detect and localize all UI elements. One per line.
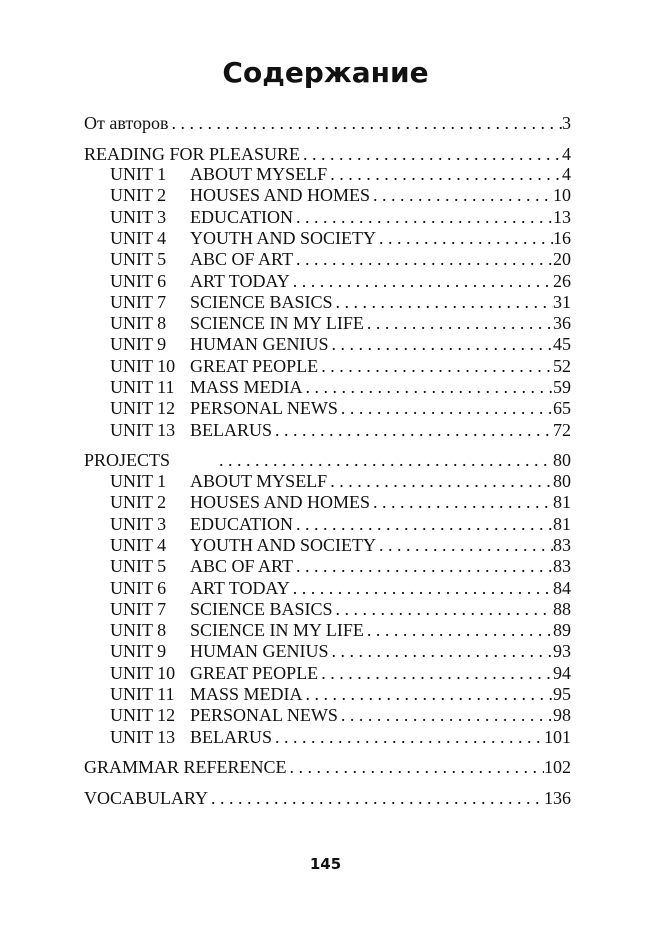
- unit-title: ABOUT MYSELF: [190, 471, 328, 491]
- unit-page: 4: [562, 164, 571, 184]
- unit-number: UNIT 12: [110, 398, 176, 419]
- dot-leader: [329, 641, 554, 662]
- toc-unit-entry[interactable]: [84, 578, 571, 599]
- dot-leader: [293, 514, 553, 535]
- toc-unit-entry[interactable]: [84, 249, 571, 270]
- unit-page: 88: [553, 598, 571, 619]
- unit-page: 89: [553, 620, 571, 641]
- dot-leader: [290, 578, 553, 599]
- unit-page: 80: [553, 471, 571, 491]
- toc-unit-entry[interactable]: [84, 514, 571, 535]
- unit-title: EDUCATION: [190, 513, 293, 534]
- dot-leader: [293, 249, 553, 270]
- unit-page: 94: [553, 662, 571, 683]
- unit-title: HOUSES AND HOMES: [190, 492, 371, 513]
- unit-page: 81: [553, 492, 571, 513]
- toc-unit-entry[interactable]: [84, 641, 571, 662]
- toc-unit-entry[interactable]: [84, 271, 571, 292]
- unit-title: HOUSES AND HOMES: [190, 185, 371, 206]
- unit-number: UNIT 1: [110, 164, 167, 184]
- unit-number: UNIT 9: [110, 641, 167, 662]
- toc-unit-entry[interactable]: [84, 420, 571, 441]
- toc-entry-page: 136: [544, 788, 571, 808]
- unit-title: SCIENCE IN MY LIFE: [190, 620, 364, 641]
- unit-number: UNIT 8: [110, 620, 167, 641]
- unit-title: PERSONAL NEWS: [190, 398, 338, 419]
- toc-entry-page: 102: [544, 757, 571, 777]
- dot-leader: [329, 334, 554, 355]
- toc-unit-entry[interactable]: [84, 398, 571, 419]
- unit-title: MASS MEDIA: [190, 377, 303, 397]
- unit-title: GREAT PEOPLE: [190, 662, 319, 683]
- toc-unit-entry[interactable]: [84, 663, 571, 684]
- dot-leader: [376, 535, 553, 556]
- toc-entry-page: 4: [562, 144, 571, 164]
- unit-page: 26: [553, 270, 571, 291]
- page-number: 145: [309, 855, 342, 873]
- toc-unit-entry[interactable]: [84, 684, 571, 705]
- toc-entry-vocabulary[interactable]: [84, 788, 571, 809]
- unit-number: UNIT 12: [110, 705, 176, 726]
- toc-unit-entry[interactable]: [84, 492, 571, 513]
- dot-leader: [208, 788, 544, 809]
- unit-title: HUMAN GENIUS: [190, 334, 329, 355]
- dot-leader: [338, 705, 553, 726]
- unit-title: ART TODAY: [190, 270, 290, 291]
- dot-leader: [364, 313, 553, 334]
- toc-unit-entry[interactable]: [84, 313, 571, 334]
- unit-number: UNIT 5: [110, 556, 167, 577]
- unit-title: EDUCATION: [190, 206, 293, 227]
- page-title: Содержание: [222, 56, 429, 89]
- unit-number: UNIT 10: [110, 355, 176, 376]
- dot-leader: [370, 185, 553, 206]
- unit-number: UNIT 13: [110, 726, 176, 747]
- toc-unit-entry[interactable]: [84, 334, 571, 355]
- unit-number: UNIT 6: [110, 577, 167, 598]
- unit-number: UNIT 1: [110, 471, 167, 491]
- unit-title: HUMAN GENIUS: [190, 641, 329, 662]
- toc-unit-entry[interactable]: [84, 727, 571, 748]
- unit-number: UNIT 5: [110, 249, 167, 270]
- unit-page: 81: [553, 513, 571, 534]
- toc-section-label: PROJECTS: [84, 450, 171, 470]
- dot-leader: [376, 228, 553, 249]
- unit-page: 36: [553, 313, 571, 334]
- toc-entry-grammar-reference[interactable]: [84, 757, 571, 778]
- unit-title: ABC OF ART: [190, 556, 293, 577]
- toc-unit-entry[interactable]: [84, 599, 571, 620]
- unit-number: UNIT 4: [110, 534, 167, 555]
- unit-page: 31: [553, 291, 571, 312]
- unit-title: MASS MEDIA: [190, 684, 303, 704]
- unit-title: ART TODAY: [190, 577, 290, 598]
- dot-leader: [169, 113, 562, 134]
- unit-number: UNIT 9: [110, 334, 167, 355]
- toc-unit-entry[interactable]: [84, 356, 571, 377]
- unit-number: UNIT 3: [110, 513, 167, 534]
- dot-leader: [333, 292, 553, 313]
- unit-page: 13: [553, 206, 571, 227]
- unit-title: PERSONAL NEWS: [190, 705, 338, 726]
- unit-number: UNIT 8: [110, 313, 167, 334]
- unit-page: 84: [553, 577, 571, 598]
- dot-leader: [318, 663, 553, 684]
- unit-title: YOUTH AND SOCIETY: [190, 534, 376, 555]
- unit-number: UNIT 2: [110, 492, 167, 513]
- toc-entry-label: VOCABULARY: [84, 788, 209, 808]
- toc-entry-projects[interactable]: [84, 450, 571, 471]
- toc-unit-entry[interactable]: [84, 228, 571, 249]
- unit-title: SCIENCE IN MY LIFE: [190, 313, 364, 334]
- unit-page: 83: [553, 556, 571, 577]
- dot-leader: [300, 144, 562, 165]
- toc-unit-entry[interactable]: [84, 471, 571, 492]
- toc-unit-entry[interactable]: [84, 292, 571, 313]
- toc-unit-entry[interactable]: [84, 377, 571, 398]
- toc-unit-entry[interactable]: [84, 535, 571, 556]
- unit-page: 101: [544, 726, 571, 747]
- toc-entry-page: 3: [562, 113, 571, 133]
- unit-page: 59: [553, 377, 571, 397]
- unit-number: UNIT 11: [110, 684, 175, 704]
- unit-title: BELARUS: [190, 726, 273, 747]
- unit-number: UNIT 4: [110, 227, 167, 248]
- toc-unit-entry[interactable]: [84, 556, 571, 577]
- unit-title: GREAT PEOPLE: [190, 355, 319, 376]
- unit-number: UNIT 7: [110, 291, 167, 312]
- dot-leader: [303, 377, 553, 398]
- unit-title: SCIENCE BASICS: [190, 598, 333, 619]
- unit-title: ABC OF ART: [190, 249, 293, 270]
- unit-number: UNIT 10: [110, 662, 176, 683]
- dot-leader: [364, 620, 553, 641]
- unit-page: 52: [553, 355, 571, 376]
- unit-number: UNIT 7: [110, 598, 167, 619]
- dot-leader: [272, 420, 553, 441]
- dot-leader: [287, 757, 544, 778]
- unit-page: 45: [553, 334, 571, 355]
- toc-unit-entry[interactable]: [84, 705, 571, 726]
- unit-page: 16: [553, 227, 571, 248]
- unit-title: SCIENCE BASICS: [190, 291, 333, 312]
- unit-page: 65: [553, 398, 571, 419]
- toc-entry-label: От авторов: [84, 113, 169, 133]
- toc-section-label: READING FOR PLEASURE: [84, 144, 301, 164]
- dot-leader: [338, 398, 553, 419]
- unit-page: 98: [553, 705, 571, 726]
- dot-leader: [318, 356, 553, 377]
- unit-number: UNIT 3: [110, 206, 167, 227]
- toc-unit-entry[interactable]: [84, 207, 571, 228]
- toc-entry-reading-for-pleasure[interactable]: [84, 144, 571, 165]
- unit-number: UNIT 6: [110, 270, 167, 291]
- unit-page: 95: [553, 684, 571, 704]
- toc-unit-entry[interactable]: [84, 185, 571, 206]
- dot-leader: [370, 492, 553, 513]
- unit-title: BELARUS: [190, 419, 273, 440]
- dot-leader: [333, 599, 553, 620]
- unit-title: ABOUT MYSELF: [190, 164, 328, 184]
- unit-page: 10: [553, 185, 571, 206]
- dot-leader: [293, 556, 553, 577]
- dot-leader: [216, 450, 553, 471]
- dot-leader: [303, 684, 553, 705]
- toc-unit-entry[interactable]: [84, 620, 571, 641]
- dot-leader: [272, 727, 544, 748]
- unit-page: 93: [553, 641, 571, 662]
- unit-number: UNIT 13: [110, 419, 176, 440]
- unit-number: UNIT 2: [110, 185, 167, 206]
- unit-number: UNIT 11: [110, 377, 175, 397]
- toc-unit-entry[interactable]: [84, 164, 571, 185]
- unit-page: 83: [553, 534, 571, 555]
- toc-entry-from-authors[interactable]: [84, 113, 571, 134]
- unit-page: 20: [553, 249, 571, 270]
- toc-entry-label: GRAMMAR REFERENCE: [84, 757, 287, 777]
- dot-leader: [327, 471, 553, 492]
- dot-leader: [290, 271, 553, 292]
- dot-leader: [327, 164, 562, 185]
- dot-leader: [293, 207, 553, 228]
- unit-page: 72: [553, 419, 571, 440]
- unit-title: YOUTH AND SOCIETY: [190, 227, 376, 248]
- toc-entry-page: 80: [553, 450, 571, 470]
